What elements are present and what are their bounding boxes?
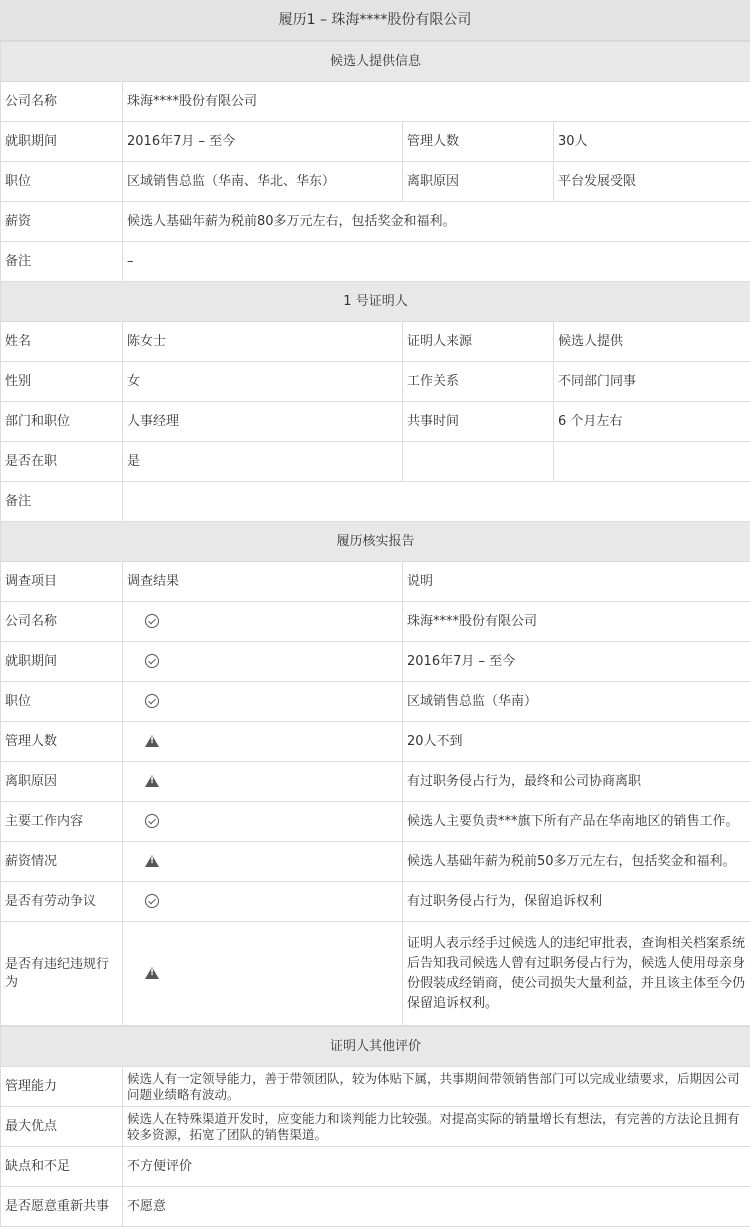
verification-result: [123, 802, 403, 842]
check-circle-icon: [145, 814, 159, 828]
warning-icon: [145, 967, 159, 979]
position-label: 职位: [1, 162, 123, 202]
referee-source-label: 证明人来源: [403, 322, 554, 362]
warning-icon: [145, 775, 159, 787]
tenure-value: 2016年7月 – 至今: [123, 122, 403, 162]
warning-icon: [145, 855, 159, 867]
verification-item: 管理人数: [1, 722, 123, 762]
leave-value: 平台发展受限: [554, 162, 750, 202]
referee-relation-label: 工作关系: [403, 362, 554, 402]
verification-item: 主要工作内容: [1, 802, 123, 842]
verification-note: 有过职务侵占行为，保留追诉权利: [403, 882, 750, 922]
check-circle-icon: [145, 894, 159, 908]
managed-value: 30人: [554, 122, 750, 162]
section-candidate-info: 候选人提供信息: [1, 42, 750, 82]
table-row: [1, 802, 750, 842]
verification-note: 20人不到: [403, 722, 750, 762]
referee-employed-label: 是否在职: [1, 442, 123, 482]
report-table: [0, 41, 750, 1026]
table-row: [1, 722, 750, 762]
section-referee: 1 号证明人: [1, 282, 750, 322]
company-value: 珠海****股份有限公司: [123, 82, 750, 122]
verification-result: [123, 882, 403, 922]
table-row: [1, 1067, 750, 1107]
table-row: [1, 682, 750, 722]
verification-item: 就职期间: [1, 642, 123, 682]
verification-result: [123, 722, 403, 762]
verification-result: [123, 922, 403, 1026]
verification-item: 职位: [1, 682, 123, 722]
empty-cell: [554, 442, 750, 482]
col-result-header: 调查结果: [123, 562, 403, 602]
referee-gender-label: 性别: [1, 362, 123, 402]
section-verification: 履历核实报告: [1, 522, 750, 562]
evaluation-label: 是否愿意重新共事: [1, 1187, 123, 1227]
verification-rows: [1, 602, 750, 1026]
verification-result: [123, 842, 403, 882]
table-row: [1, 1147, 750, 1187]
verification-result: [123, 602, 403, 642]
salary-label: 薪资: [1, 202, 123, 242]
referee-dept-label: 部门和职位: [1, 402, 123, 442]
referee-employed-value: 是: [123, 442, 403, 482]
evaluation-rows: [1, 1067, 750, 1227]
verification-item: 公司名称: [1, 602, 123, 642]
referee-overlap-label: 共事时间: [403, 402, 554, 442]
verification-note: 证明人表示经手过候选人的违纪审批表，查询相关档案系统后告知我司候选人曾有过职务侵占行为，候选人使用母亲身份假装成经销商，使公司损失大量利益，并且该主体至今仍保留追诉权利。: [403, 922, 750, 1026]
referee-name-value: 陈女士: [123, 322, 403, 362]
evaluation-label: 最大优点: [1, 1107, 123, 1147]
verification-note: 2016年7月 – 至今: [403, 642, 750, 682]
referee-remark-label: 备注: [1, 482, 123, 522]
check-circle-icon: [145, 614, 159, 628]
verification-note: 区域销售总监（华南）: [403, 682, 750, 722]
remark-label: 备注: [1, 242, 123, 282]
table-row: [1, 602, 750, 642]
company-label: 公司名称: [1, 82, 123, 122]
table-row: [1, 762, 750, 802]
table-row: [1, 882, 750, 922]
tenure-label: 就职期间: [1, 122, 123, 162]
page-title: 履历1 – 珠海****股份有限公司: [0, 0, 750, 41]
referee-relation-value: 不同部门同事: [554, 362, 750, 402]
table-row: [1, 642, 750, 682]
verification-note: 候选人基础年薪为税前50多万元左右，包括奖金和福利。: [403, 842, 750, 882]
section-evaluation: 证明人其他评价: [1, 1027, 750, 1067]
empty-cell: [403, 442, 554, 482]
leave-label: 离职原因: [403, 162, 554, 202]
verification-result: [123, 682, 403, 722]
salary-value: 候选人基础年薪为税前80多万元左右，包括奖金和福利。: [123, 202, 750, 242]
evaluation-value: 候选人在特殊渠道开发时，应变能力和谈判能力比较强。对提高实际的销量增长有想法，有完善的方法论且拥有较多资源，拓宽了团队的销售渠道。: [123, 1107, 750, 1147]
verification-result: [123, 762, 403, 802]
managed-label: 管理人数: [403, 122, 554, 162]
remark-value: –: [123, 242, 750, 282]
evaluation-label: 缺点和不足: [1, 1147, 123, 1187]
warning-icon: [145, 735, 159, 747]
table-row: [1, 842, 750, 882]
verification-note: 候选人主要负责***旗下所有产品在华南地区的销售工作。: [403, 802, 750, 842]
evaluation-value: 不愿意: [123, 1187, 750, 1227]
verification-note: 有过职务侵占行为，最终和公司协商离职: [403, 762, 750, 802]
position-value: 区域销售总监（华南、华北、华东）: [123, 162, 403, 202]
verification-result: [123, 642, 403, 682]
verification-item: 是否有劳动争议: [1, 882, 123, 922]
referee-dept-value: 人事经理: [123, 402, 403, 442]
table-row: [1, 1107, 750, 1147]
evaluation-table: [0, 1026, 750, 1227]
referee-overlap-value: 6 个月左右: [554, 402, 750, 442]
evaluation-value: 候选人有一定领导能力，善于带领团队，较为体贴下属，共事期间带领销售部门可以完成业绩要求，后期因公司问题业绩略有波动。: [123, 1067, 750, 1107]
verification-note: 珠海****股份有限公司: [403, 602, 750, 642]
referee-name-label: 姓名: [1, 322, 123, 362]
col-note-header: 说明: [403, 562, 750, 602]
check-circle-icon: [145, 694, 159, 708]
referee-gender-value: 女: [123, 362, 403, 402]
check-circle-icon: [145, 654, 159, 668]
table-row: [1, 922, 750, 1026]
evaluation-label: 管理能力: [1, 1067, 123, 1107]
verification-item: 是否有违纪违规行为: [1, 922, 123, 1026]
referee-source-value: 候选人提供: [554, 322, 750, 362]
verification-item: 离职原因: [1, 762, 123, 802]
referee-remark-value: [123, 482, 750, 522]
col-item-header: 调查项目: [1, 562, 123, 602]
verification-item: 薪资情况: [1, 842, 123, 882]
evaluation-value: 不方便评价: [123, 1147, 750, 1187]
table-row: [1, 1187, 750, 1227]
